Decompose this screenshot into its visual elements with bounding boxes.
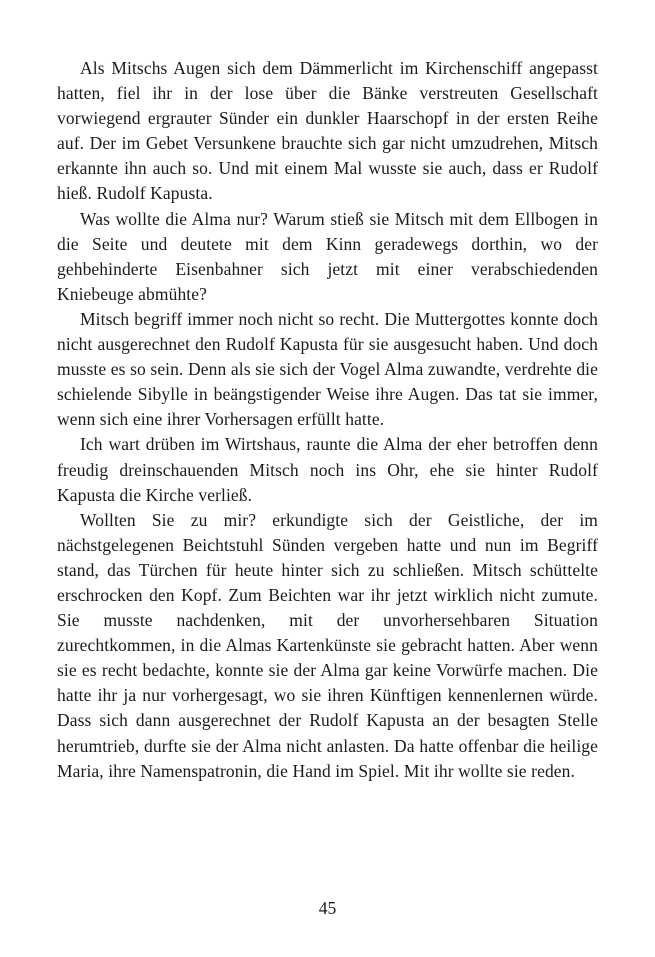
paragraph: Was wollte die Alma nur? Warum stieß sie Mitsch mit dem Ellbogen in die Seite und deutete mit dem Kinn geradewegs dorthin, wo der gehbehinderte Eisenbahner sich jetzt mit einer verabschiedenden Kniebeuge abmühte? — [57, 208, 598, 304]
paragraph: Mitsch begriff immer noch nicht so recht. Die Muttergottes konnte doch nicht ausgerechnet den Rudolf Kapusta für sie ausgesucht haben. Und doch musste es so sein. Denn als sie sich der Vogel Alma zuwandte, verdrehte die schielende Sibylle in beängstigender Weise ihre Augen. Das tat sie immer, wenn sich eine ihrer Vorhersagen erfüllt hatte. — [57, 308, 598, 430]
page-number: 45 — [318, 898, 337, 918]
paragraph: Als Mitschs Augen sich dem Dämmerlicht im Kirchenschiff angepasst hatten, fiel ihr in der lose über die Bänke verstreuten Gesellschaft vorwiegend ergrauter Sünder ein dunkler Haarschopf in der ersten Reihe auf. Der im Gebet Versunkene brauchte sich gar nicht umzudrehen, Mitsch erkannte ihn auch so. Und mit einem Mal wusste sie auch, dass er Rudolf hieß. Rudolf Kapusta. — [57, 58, 598, 204]
paragraph: Wollten Sie zu mir? erkundigte sich der Geistliche, der im nächstgelegenen Beichtstuhl Sünden vergeben hatte und nun im Begriff stand, das Türchen für heute hinter sich zu schließen. Mitsch schüttelte erschrocken den Kopf. Zum Beichten war ihr jetzt wirklich nicht zumute. Sie musste nachdenken, mit der unvorhersehbaren Situation zurechtkommen, in die Almas Kartenkünste sie gebracht hatten. Aber wenn sie es recht bedachte, konnte sie der Alma gar keine Vorwürfe machen. Die hatte ihr ja nur vorhergesagt, wo sie ihren Künftigen kennenlernen würde. Dass sich dann ausgerechnet der Rudolf Kapusta an der besagten Stelle herumtrieb, durfte sie der Alma nicht anlasten. Da hatte offenbar die heilige Maria, ihre Namenspatronin, die Hand im Spiel. Mit ihr wollte sie reden. — [57, 509, 598, 781]
body-text — [57, 56, 598, 784]
paragraph: Ich wart drüben im Wirtshaus, raunte die Alma der eher betroffen denn freudig dreinschauenden Mitsch noch ins Ohr, ehe sie hinter Rudolf Kapusta die Kirche verließ. — [57, 434, 598, 505]
